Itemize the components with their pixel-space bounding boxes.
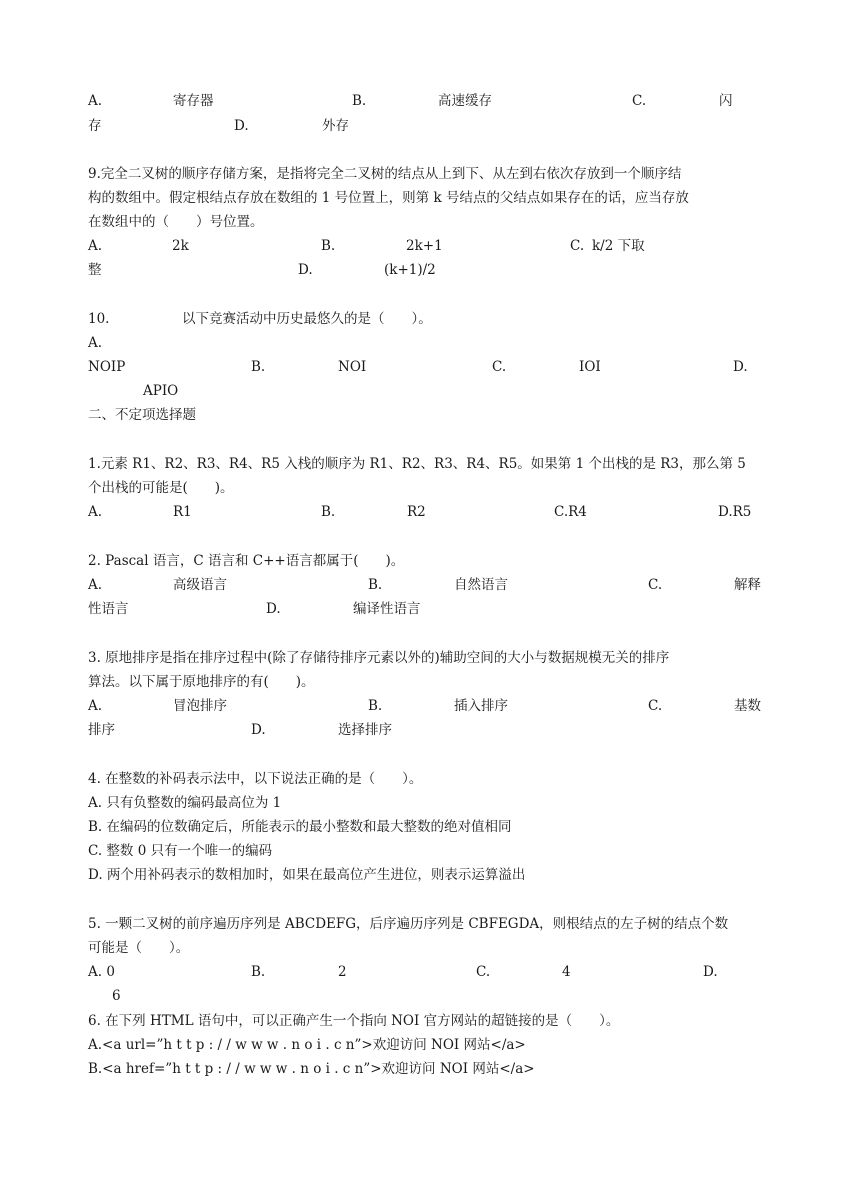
q8-option-c-text-2: 存 xyxy=(88,118,102,134)
q10-option-b-label: B. xyxy=(251,359,266,375)
q9-option-c-text-2: 整 xyxy=(88,262,102,278)
m1-stem-line-1: 1.元素 R1、R2、R3、R4、R5 入栈的顺序为 R1、R2、R3、R4、R5。如果第 1 个出栈的是 R3，那么第 5 xyxy=(88,456,746,472)
q8-option-a-label: A. xyxy=(88,93,103,109)
m4-option-c: C. 整数 0 只有一个唯一的编码 xyxy=(88,843,273,859)
m2-option-b-text: 自然语言 xyxy=(454,577,508,593)
m2-option-a-label: A. xyxy=(88,577,103,593)
q9-option-c-label: C. xyxy=(570,238,585,254)
m6-option-b: B.<a href=”h t t p : / / w w w . n o i . c n”>欢迎访问 NOI 网站</a> xyxy=(88,1061,535,1077)
q9-stem-line-2: 构的数组中。假定根结点存放在数组的 1 号位置上，则第 k 号结点的父结点如果存在的话，应当存放 xyxy=(88,190,689,206)
m2-option-d-label: D. xyxy=(266,601,281,617)
m3-option-b-text: 插入排序 xyxy=(454,698,508,714)
q8-option-c-label: C. xyxy=(632,93,647,109)
m5-option-a: A. 0 xyxy=(88,964,115,980)
q10-option-c-label: C. xyxy=(492,359,507,375)
m2-option-d-text: 编译性语言 xyxy=(353,601,421,617)
q9-option-b-label: B. xyxy=(321,238,336,254)
m3-stem-line-2: 算法。以下属于原地排序的有( )。 xyxy=(88,674,315,690)
q9-option-d-label: D. xyxy=(298,262,313,278)
m1-option-a-label: A. xyxy=(88,504,103,520)
m2-option-a-text: 高级语言 xyxy=(173,577,227,593)
q8-option-a-text: 寄存器 xyxy=(173,93,214,109)
m1-option-c: C.R4 xyxy=(554,504,587,520)
q10-option-d-label: D. xyxy=(733,359,748,375)
m3-option-b-label: B. xyxy=(368,698,383,714)
q8-option-b-text: 高速缓存 xyxy=(438,93,492,109)
q9-option-d-text: (k+1)/2 xyxy=(384,262,436,278)
m3-option-d-label: D. xyxy=(251,722,266,738)
m3-option-c-text-2: 排序 xyxy=(88,722,115,738)
q10-option-a-label: A. xyxy=(88,335,103,351)
m3-stem-line-1: 3. 原地排序是指在排序过程中(除了存储待排序元素以外的)辅助空间的大小与数据规模无关的排序 xyxy=(88,650,670,666)
m3-option-c-text-1: 基数 xyxy=(734,698,761,714)
q8-option-b-label: B. xyxy=(352,93,367,109)
m2-option-b-label: B. xyxy=(368,577,383,593)
q10-number: 10. xyxy=(88,311,110,327)
m2-stem-line-1: 2. Pascal 语言，C 语言和 C++语言都属于( )。 xyxy=(88,553,405,569)
m2-option-c-label: C. xyxy=(648,577,663,593)
m1-option-b-text: R2 xyxy=(407,504,426,520)
q8-option-d-label: D. xyxy=(234,118,249,134)
m5-stem-line-1: 5. 一颗二叉树的前序遍历序列是 ABCDEFG，后序遍历序列是 CBFEGDA，则根结点的左子树的结点个数 xyxy=(88,916,729,932)
m1-option-a-text: R1 xyxy=(173,504,192,520)
m1-option-d: D.R5 xyxy=(718,504,752,520)
m1-option-b-label: B. xyxy=(321,504,336,520)
q10-option-a-text: NOIP xyxy=(88,359,126,375)
q8-option-c-text-1: 闪 xyxy=(719,93,733,109)
q9-option-a-label: A. xyxy=(88,238,103,254)
m4-stem-line-1: 4. 在整数的补码表示法中，以下说法正确的是（ ）。 xyxy=(88,771,423,787)
m3-option-a-text: 冒泡排序 xyxy=(173,698,227,714)
m5-option-b-label: B. xyxy=(251,964,266,980)
q10-option-c-text: IOI xyxy=(579,359,601,375)
q8-option-d-text: 外存 xyxy=(322,118,349,134)
m4-option-b: B. 在编码的位数确定后，所能表示的最小整数和最大整数的绝对值相同 xyxy=(88,819,512,835)
m1-stem-line-2: 个出栈的可能是( )。 xyxy=(88,480,234,496)
q9-option-c-text-1: k/2 下取 xyxy=(592,238,645,254)
q9-option-b-text: 2k+1 xyxy=(406,238,443,254)
m6-stem-line-1: 6. 在下列 HTML 语句中，可以正确产生一个指向 NOI 官方网站的超链接的是（ ）。 xyxy=(88,1013,620,1029)
q9-stem-line-1: 9.完全二叉树的顺序存储方案，是指将完全二叉树的结点从上到下、从左到右依次存放到一个顺序结 xyxy=(88,166,682,182)
m2-option-c-text-2: 性语言 xyxy=(88,601,129,617)
m5-option-d-label: D. xyxy=(703,964,718,980)
q10-option-d-text: APIO xyxy=(143,383,179,399)
m5-stem-line-2: 可能是（ ）。 xyxy=(88,940,190,956)
m5-option-c-text: 4 xyxy=(562,964,571,980)
m5-option-b-text: 2 xyxy=(338,964,347,980)
m5-option-c-label: C. xyxy=(476,964,491,980)
m3-option-a-label: A. xyxy=(88,698,103,714)
m4-option-a: A. 只有负整数的编码最高位为 1 xyxy=(88,795,282,811)
section-title: 二、不定项选择题 xyxy=(88,407,196,423)
m6-option-a: A.<a url=”h t t p : / / w w w . n o i . c n”>欢迎访问 NOI 网站</a> xyxy=(88,1037,526,1053)
m5-option-d-text: 6 xyxy=(112,988,121,1004)
m4-option-d: D. 两个用补码表示的数相加时，如果在最高位产生进位，则表示运算溢出 xyxy=(88,867,526,883)
q9-option-a-text: 2k xyxy=(172,238,189,254)
m3-option-d-text: 选择排序 xyxy=(338,722,392,738)
m3-option-c-label: C. xyxy=(648,698,663,714)
m2-option-c-text-1: 解释 xyxy=(734,577,761,593)
q10-option-b-text: NOI xyxy=(338,359,367,375)
q10-stem: 以下竞赛活动中历史最悠久的是（ ）。 xyxy=(182,311,432,327)
q9-stem-line-3: 在数组中的（ ）号位置。 xyxy=(88,214,264,230)
